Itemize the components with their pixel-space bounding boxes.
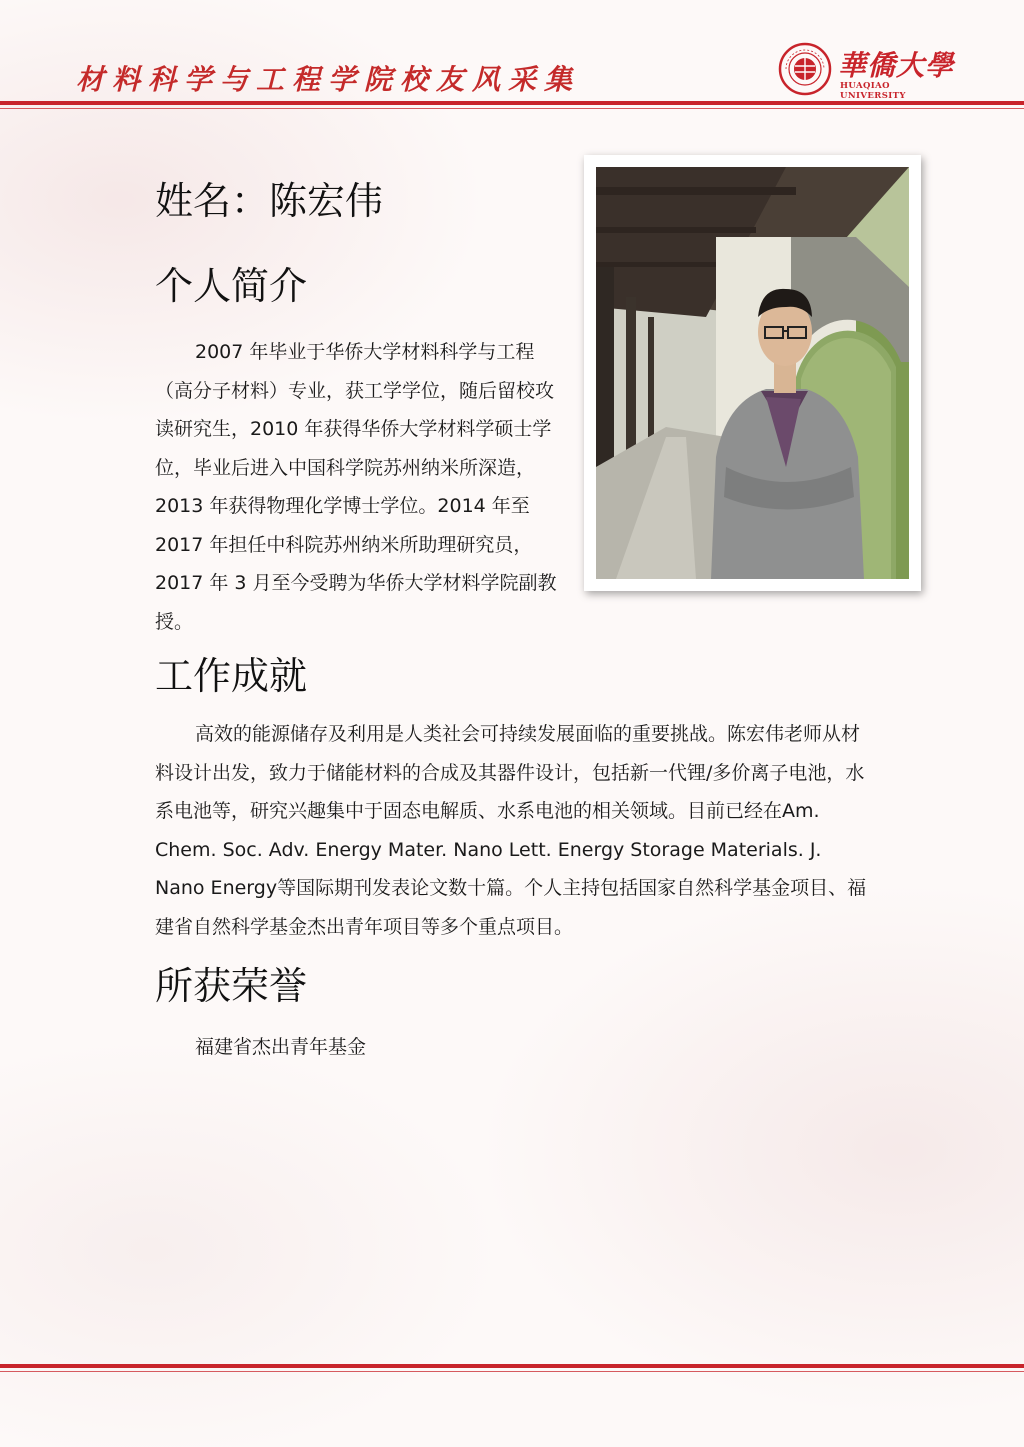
bio-section-heading: 个人简介 [155, 264, 308, 308]
work-section-heading: 工作成就 [155, 654, 308, 698]
footer-divider-thin [0, 1371, 1024, 1372]
header-divider-thin [0, 108, 1024, 109]
university-seal-icon [778, 42, 832, 96]
footer-divider [0, 1364, 1024, 1368]
bio-paragraph: 2007 年毕业于华侨大学材料科学与工程（高分子材料）专业，获工学学位，随后留校攻读研究生，2010 年获得华侨大学材料学硕士学位，毕业后进入中国科学院苏州纳米所深造，2013 年获得物理化学博士学位。2014 年至 2017 年担任中科院苏州纳米所助理研究员，2017 年 3 月至今受聘为华侨大学材料学院副教授。 [155, 341, 557, 633]
portrait-photo-frame [584, 155, 921, 591]
portrait-photo [596, 167, 909, 579]
name-heading: 姓名：陈宏伟 [155, 179, 384, 223]
page-header-title: 材料科学与工程学院校友风采集 [76, 63, 581, 96]
honors-list [195, 1028, 366, 1066]
university-logo [778, 42, 958, 101]
university-logo-cn-text: 華僑大學 [838, 49, 955, 82]
honors-list-item: 福建省杰出青年基金 [195, 1036, 367, 1058]
header-divider [0, 101, 1024, 105]
honors-section-heading: 所获荣誉 [155, 964, 308, 1008]
university-logo-en-text: HUAQIAO UNIVERSITY [840, 81, 906, 101]
work-paragraph: 高效的能源储存及利用是人类社会可持续发展面临的重要挑战。陈宏伟老师从材料设计出发，致力于储能材料的合成及其器件设计，包括新一代锂/多价离子电池，水系电池等，研究兴趣集中于固态电解质、水系电池的相关领域。目前已经在Am. Chem. Soc. Adv. Energy Mater. Nano Lett. Energy Storage Materials. J. Nano Energy等国际期刊发表论文数十篇。个人主持包括国家自然科学基金项目、福建省自然科学基金杰出青年项目等多个重点项目。 [155, 723, 867, 938]
